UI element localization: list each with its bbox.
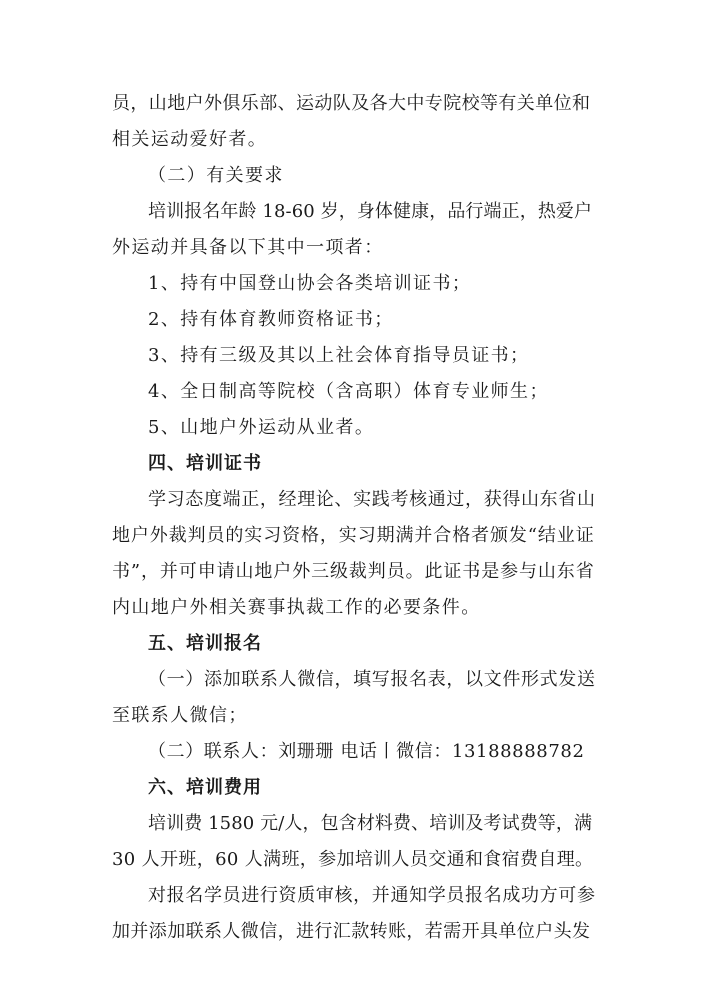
paragraph-line: 员，山地户外俱乐部、运动队及各大中专院校等有关单位和 <box>112 93 591 114</box>
paragraph-line: 对报名学员进行资质审核，并通知学员报名成功方可参 <box>148 885 596 906</box>
subsection-title: （二）有关要求 <box>148 165 284 186</box>
paragraph-line: 内山地户外相关赛事执裁工作的必要条件。 <box>112 597 481 618</box>
paragraph-line: 至联系人微信； <box>112 705 248 726</box>
list-item: 2、持有体育教师资格证书； <box>148 309 394 330</box>
list-item: 3、持有三级及其以上社会体育指导员证书； <box>148 345 530 366</box>
list-item: 1、持有中国登山协会各类培训证书； <box>148 273 472 294</box>
list-item: 4、全日制高等院校（含高职）体育专业师生； <box>148 381 549 402</box>
paragraph-line: 30 人开班，60 人满班，参加培训人员交通和食宿费自理。 <box>112 849 594 870</box>
document-body <box>112 86 596 950</box>
paragraph-line: 书”，并可申请山地户外三级裁判员。此证书是参与山东省 <box>112 561 595 582</box>
section-heading: 六、培训费用 <box>148 777 262 798</box>
paragraph-line: 相关运动爱好者。 <box>112 129 268 150</box>
paragraph-line: 培训报名年龄 18-60 岁，身体健康，品行端正，热爱户 <box>148 201 593 222</box>
section-heading: 四、培训证书 <box>148 453 262 474</box>
paragraph-line: 学习态度端正，经理论、实践考核通过，获得山东省山 <box>148 489 596 510</box>
paragraph-line: 外运动并具备以下其中一项者： <box>112 237 384 258</box>
paragraph-line: （一）添加联系人微信，填写报名表，以文件形式发送 <box>148 669 596 690</box>
paragraph-line: 加并添加联系人微信，进行汇款转账，若需开具单位户头发 <box>112 921 591 942</box>
paragraph-line: 地户外裁判员的实习资格，实习期满并合格者颁发“结业证 <box>112 525 595 546</box>
paragraph-line: 培训费 1580 元/人，包含材料费、培训及考试费等，满 <box>148 813 593 834</box>
contact-line: （二）联系人：刘珊珊 电话丨微信：13188888782 <box>148 741 585 762</box>
list-item: 5、山地户外运动从业者。 <box>148 417 375 438</box>
section-heading: 五、培训报名 <box>148 633 262 654</box>
